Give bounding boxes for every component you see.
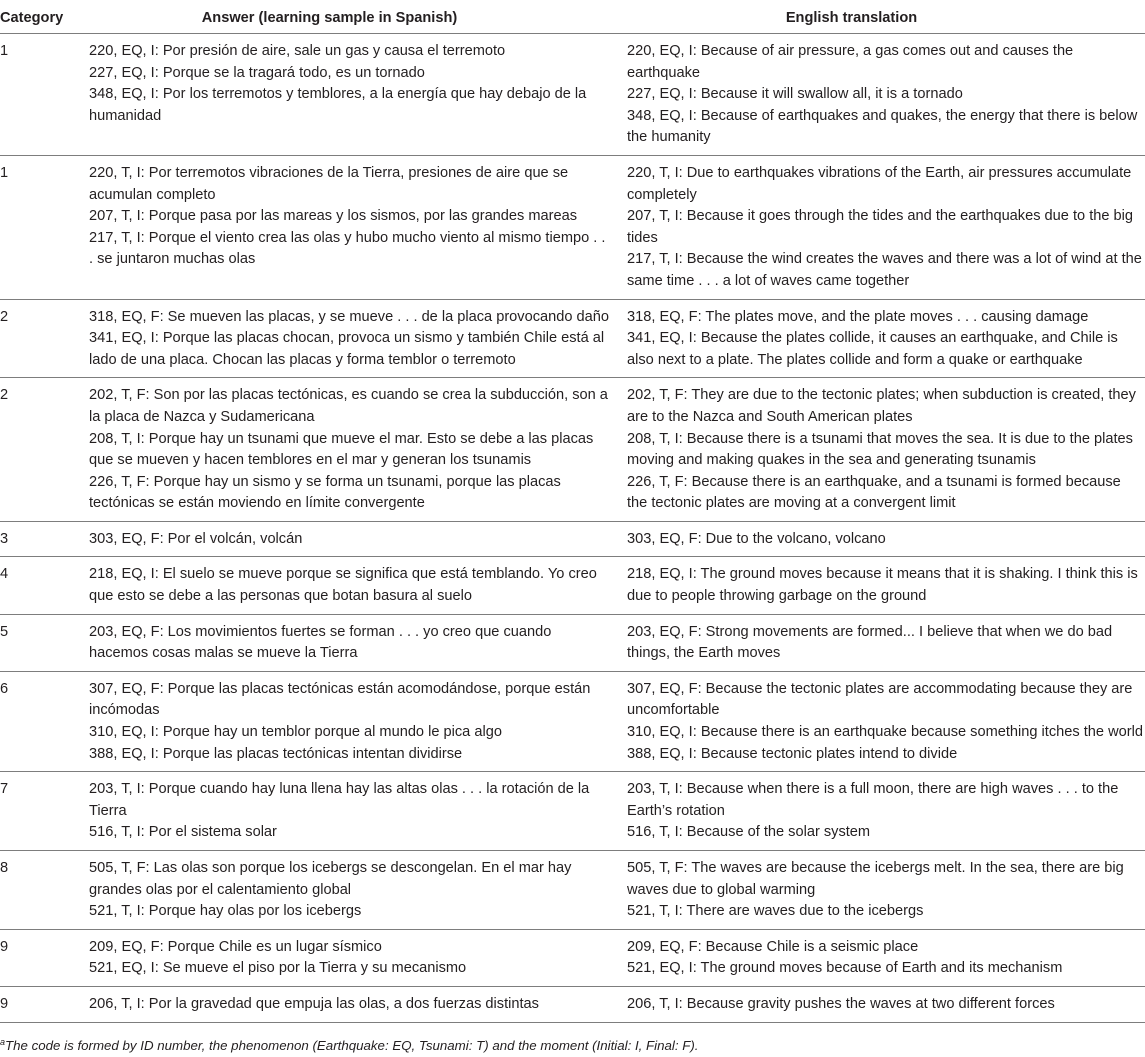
spanish-answer-cell — [85, 299, 618, 378]
category-cell: 1 — [0, 34, 85, 156]
spanish-answer: 521, EQ, I: Se mueve el piso por la Tierra y su mecanismo — [89, 960, 467, 977]
spanish-answer: 202, T, F: Son por las placas tectónicas, es cuando se crea la subducción, son a la placa de Nazca y Sudamericana — [89, 387, 608, 425]
footnote-text: The code is formed by ID number, the phenomenon (Earthquake: EQ, Tsunami: T) and the moment (Initial: I, Final: F). — [5, 1038, 699, 1053]
english-translation: 521, T, I: There are waves due to the icebergs — [627, 903, 924, 920]
english-translation-cell — [618, 155, 1145, 299]
spanish-answer: 341, EQ, I: Porque las placas chocan, provoca un sismo y también Chile está al lado de una placa. Chocan las placas y forma temblor o terremoto — [89, 330, 605, 368]
english-translation: 226, T, F: Because there is an earthquake, and a tsunami is formed because the tectonic plates are moving at a convergent limit — [627, 473, 1121, 512]
spanish-answer: 516, T, I: Por el sistema solar — [89, 824, 277, 841]
header-row — [0, 0, 1145, 34]
english-translation: 521, EQ, I: The ground moves because of Earth and its mechanism — [627, 960, 1063, 977]
spanish-answer: 206, T, I: Por la gravedad que empuja las olas, a dos fuerzas distintas — [89, 995, 539, 1012]
category-cell: 6 — [0, 671, 85, 771]
english-translation: 217, T, I: Because the wind creates the waves and there was a lot of wind at the same time . . . a lot of waves came together — [627, 251, 1142, 289]
english-translation: 218, EQ, I: The ground moves because it means that it is shaking. I think this is due to people throwing garbage on the ground — [627, 566, 1138, 605]
header-answer: Answer (learning sample in Spanish) — [85, 0, 618, 34]
spanish-answer: 218, EQ, I: El suelo se mueve porque se significa que está temblando. Yo creo que esto se debe a las personas que botan basura al suelo — [89, 566, 597, 605]
table-row — [0, 34, 1145, 156]
english-translation-cell — [618, 929, 1145, 986]
category-cell: 9 — [0, 929, 85, 986]
table-row — [0, 929, 1145, 986]
english-translation-cell — [618, 34, 1145, 156]
english-translation: 203, T, I: Because when there is a full moon, there are high waves . . . to the Earth’s rotation — [627, 781, 1119, 819]
english-translation: 388, EQ, I: Because tectonic plates intend to divide — [627, 745, 958, 762]
category-cell: 8 — [0, 851, 85, 930]
table-row — [0, 772, 1145, 851]
english-translation: 206, T, I: Because gravity pushes the waves at two different forces — [627, 995, 1055, 1012]
spanish-answer: 220, EQ, I: Por presión de aire, sale un gas y causa el terremoto — [89, 43, 506, 59]
spanish-answer: 521, T, I: Porque hay olas por los icebergs — [89, 903, 362, 920]
english-translation: 505, T, F: The waves are because the icebergs melt. In the sea, there are big waves due to global warming — [627, 860, 1124, 898]
table-row — [0, 671, 1145, 771]
english-translation-cell — [618, 557, 1145, 614]
spanish-answer-cell — [85, 378, 618, 522]
english-translation-cell — [618, 299, 1145, 378]
english-translation: 318, EQ, F: The plates move, and the plate moves . . . causing damage — [627, 308, 1089, 325]
table-header — [0, 0, 1145, 34]
english-translation-cell — [618, 772, 1145, 851]
table-footnote — [0, 1037, 699, 1055]
spanish-answer: 203, EQ, F: Los movimientos fuertes se forman . . . yo creo que cuando hacemos cosas malas se mueve la Tierra — [89, 623, 552, 662]
english-translation: 203, EQ, F: Strong movements are formed... I believe that when we do bad things, the Earth moves — [627, 623, 1113, 662]
english-translation-cell — [618, 986, 1145, 1022]
spanish-answer: 203, T, I: Porque cuando hay luna llena hay las altas olas . . . la rotación de la Tierra — [89, 781, 590, 819]
footnote-mark: a — [0, 1037, 6, 1047]
spanish-answer: 220, T, I: Por terremotos vibraciones de la Tierra, presiones de aire que se acumulan completo — [89, 164, 569, 203]
english-translation: 208, T, I: Because there is a tsunami that moves the sea. It is due to the plates moving and making quakes in the sea and generating tsunamis — [627, 430, 1133, 469]
spanish-answer: 207, T, I: Porque pasa por las mareas y los sismos, por las grandes mareas — [89, 208, 578, 225]
category-cell: 9 — [0, 986, 85, 1022]
english-translation: 307, EQ, F: Because the tectonic plates are accommodating because they are uncomfortable — [627, 680, 1133, 719]
english-translation: 220, T, I: Due to earthquakes vibrations of the Earth, air pressures accumulate completely — [627, 164, 1132, 203]
spanish-answer: 318, EQ, F: Se mueven las placas, y se mueve . . . de la placa provocando daño — [89, 308, 609, 325]
english-translation: 227, EQ, I: Because it will swallow all, it is a tornado — [627, 86, 963, 103]
english-translation-cell — [618, 614, 1145, 671]
category-cell: 7 — [0, 772, 85, 851]
table-body — [0, 34, 1145, 1023]
category-cell: 1 — [0, 155, 85, 299]
spanish-answer: 307, EQ, F: Porque las placas tectónicas están acomodándose, porque están incómodas — [89, 680, 591, 719]
spanish-answer-cell — [85, 851, 618, 930]
category-cell: 4 — [0, 557, 85, 614]
category-cell: 2 — [0, 299, 85, 378]
category-cell: 3 — [0, 521, 85, 557]
table-row — [0, 851, 1145, 930]
english-translation: 220, EQ, I: Because of air pressure, a gas comes out and causes the earthquake — [627, 43, 1074, 81]
spanish-answer-cell — [85, 772, 618, 851]
spanish-answer: 388, EQ, I: Porque las placas tectónicas intentan dividirse — [89, 745, 463, 762]
english-translation: 209, EQ, F: Because Chile is a seismic place — [627, 938, 919, 955]
header-category: Category — [0, 0, 85, 34]
spanish-answer-cell — [85, 557, 618, 614]
english-translation: 341, EQ, I: Because the plates collide, it causes an earthquake, and Chile is also next to a plate. The plates collide and form a quake or earthquake — [627, 330, 1118, 368]
english-translation: 348, EQ, I: Because of earthquakes and quakes, the energy that there is below the humanity — [627, 107, 1138, 146]
spanish-answer-cell — [85, 929, 618, 986]
spanish-answer-cell — [85, 986, 618, 1022]
english-translation-cell — [618, 521, 1145, 557]
english-translation: 207, T, I: Because it goes through the tides and the earthquakes due to the big tides — [627, 208, 1134, 246]
table-row — [0, 614, 1145, 671]
english-translation-cell — [618, 671, 1145, 771]
spanish-answer-cell — [85, 671, 618, 771]
spanish-answer-cell — [85, 155, 618, 299]
table-row — [0, 521, 1145, 557]
category-cell: 5 — [0, 614, 85, 671]
header-translation: English translation — [618, 0, 1145, 34]
spanish-answer: 348, EQ, I: Por los terremotos y temblores, a la energía que hay debajo de la humanidad — [89, 86, 587, 124]
spanish-answer: 505, T, F: Las olas son porque los icebergs se descongelan. En el mar hay grandes olas por el calentamiento global — [89, 860, 572, 898]
spanish-answer-cell — [85, 521, 618, 557]
english-translation-cell — [618, 378, 1145, 522]
spanish-answer: 226, T, F: Porque hay un sismo y se forma un tsunami, porque las placas tectónicas se están moviendo en límite convergente — [89, 473, 561, 512]
spanish-answer: 217, T, I: Porque el viento crea las olas y hubo mucho viento al mismo tiempo . . . se juntaron muchas olas — [89, 229, 606, 268]
spanish-answer-cell — [85, 34, 618, 156]
spanish-answer: 227, EQ, I: Porque se la tragará todo, es un tornado — [89, 64, 425, 81]
table-row — [0, 155, 1145, 299]
english-translation: 202, T, F: They are due to the tectonic plates; when subduction is created, they are to the Nazca and South American plates — [627, 387, 1136, 425]
english-translation-cell — [618, 851, 1145, 930]
table-row — [0, 378, 1145, 522]
table-row — [0, 986, 1145, 1022]
spanish-answer-cell — [85, 614, 618, 671]
english-translation: 310, EQ, I: Because there is an earthquake because something itches the world — [627, 724, 1143, 741]
table-row — [0, 557, 1145, 614]
spanish-answer: 303, EQ, F: Por el volcán, volcán — [89, 530, 303, 547]
english-translation: 303, EQ, F: Due to the volcano, volcano — [627, 530, 886, 547]
spanish-answer: 209, EQ, F: Porque Chile es un lugar sísmico — [89, 938, 382, 955]
category-cell: 2 — [0, 378, 85, 522]
english-translation: 516, T, I: Because of the solar system — [627, 824, 871, 841]
spanish-answer: 310, EQ, I: Porque hay un temblor porque al mundo le pica algo — [89, 724, 502, 741]
spanish-answer: 208, T, I: Porque hay un tsunami que mueve el mar. Esto se debe a las placas que se mueven y hacen temblores en el mar y generan los tsunamis — [89, 430, 594, 469]
table-row — [0, 299, 1145, 378]
